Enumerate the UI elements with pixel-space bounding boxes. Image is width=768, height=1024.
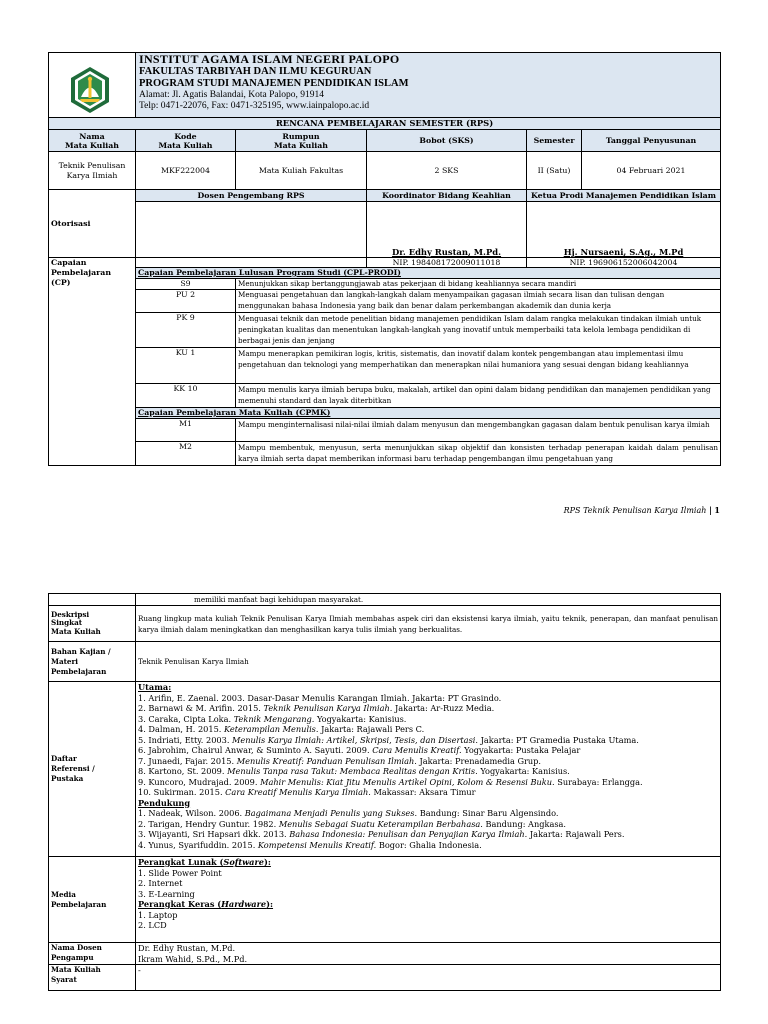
header-bobot: Bobot (SKS) bbox=[367, 130, 527, 152]
reference-item: 4. Dalman, H. 2015. Keterampilan Menulis. Jakarta: Rajawali Pers C. bbox=[138, 724, 425, 734]
deskripsi-label: Deskripsi Singkat Mata Kuliah bbox=[49, 606, 136, 642]
perangkat-lunak-title: Perangkat Lunak (Software): bbox=[138, 857, 271, 867]
rps-table-page1 bbox=[48, 52, 721, 466]
otorisasi-header-ketua: Ketua Prodi Manajemen Pendidikan Islam bbox=[527, 190, 721, 202]
continuation-text: memiliki manfaat bagi kehidupan masyarakat. bbox=[136, 594, 721, 606]
rps-page-2 bbox=[0, 585, 768, 1024]
dosen-pengampu-list bbox=[136, 943, 721, 965]
pustaka-list bbox=[136, 682, 721, 857]
media-label: Media Pembelajaran bbox=[49, 857, 136, 943]
otorisasi-ketua-signature bbox=[527, 202, 721, 258]
software-item: 2. Internet bbox=[138, 878, 183, 888]
page-footer bbox=[564, 505, 720, 515]
header-rumpun-mk: Rumpun Mata Kuliah bbox=[236, 130, 367, 152]
mk-syarat-label: Mata Kuliah Syarat bbox=[49, 965, 136, 991]
page-gap bbox=[0, 530, 768, 585]
cpmk-code: M1 bbox=[136, 419, 236, 442]
reference-item: 1. Arifin, E. Zaenal. 2003. Dasar-Dasar Menulis Karangan Ilmiah. Jakarta: PT Grasindo. bbox=[138, 692, 502, 703]
cpl-code: S9 bbox=[136, 279, 236, 290]
cpl-code: KU 1 bbox=[136, 348, 236, 384]
cpmk-code: M2 bbox=[136, 442, 236, 466]
dosen-name: Ikram Wahid, S.Pd., M.Pd. bbox=[138, 953, 248, 964]
course-kode: MKF222004 bbox=[136, 152, 236, 190]
footer-page-number: 1 bbox=[714, 505, 720, 515]
cpl-code: PK 9 bbox=[136, 313, 236, 348]
cpmk-text: Mampu membentuk, menyusun, serta menunjukkan sikap objektif dan konsisten terhadap penerapan kaidah dalam penulisan karya ilmiah serta dapat memberikan informasi baru terhadap pengembangan ilmu pengetahuan yang bbox=[236, 442, 721, 466]
reference-item: 3. Caraka, Cipta Loka. Teknik Mengarang. Yogyakarta: Kanisius. bbox=[138, 713, 407, 724]
mk-syarat-text: - bbox=[136, 965, 721, 991]
pustaka-utama-title: Utama: bbox=[138, 682, 172, 692]
software-item: 3. E-Learning bbox=[138, 888, 195, 899]
course-semester: II (Satu) bbox=[527, 152, 582, 190]
institution-address: Alamat: Jl. Agatis Balandai, Kota Palopo, 91914 bbox=[139, 90, 324, 100]
course-nama: Teknik Penulisan Karya Ilmiah bbox=[49, 152, 136, 190]
institution-name: INSTITUT AGAMA ISLAM NEGERI PALOPO bbox=[139, 52, 400, 66]
continuation-label-cell bbox=[49, 594, 136, 606]
reference-item: 1. Nadeak, Wilson. 2006. Bagaimana Menjadi Penulis yang Sukses. Bandung: Sinar Baru Algensindo. bbox=[138, 808, 559, 818]
otorisasi-koordinator-signature bbox=[367, 202, 527, 258]
logo-cell bbox=[49, 53, 136, 118]
otorisasi-dosen-nip bbox=[136, 258, 367, 268]
reference-item: 5. Indriati, Etty. 2003. Menulis Karya Ilmiah: Artikel, Skripsi, Tesis, dan Disertasi. Jakarta: PT Gramedia Pustaka Utama. bbox=[138, 734, 639, 745]
reference-item: 9. Kuncoro, Mudrajad. 2009. Mahir Menulis: Kiat Jitu Menulis Artikel Opini, Kolom & Resensi Buku. Surabaya: Erlangga. bbox=[138, 776, 643, 787]
hardware-item: 1. Laptop bbox=[138, 909, 178, 920]
koordinator-nip: NIP. 198408172009011018 bbox=[367, 258, 527, 268]
software-item: 1. Slide Power Point bbox=[138, 867, 222, 878]
dosen-pengampu-label: Nama Dosen Pengampu bbox=[49, 943, 136, 965]
media-list bbox=[136, 857, 721, 943]
otorisasi-header-dosen: Dosen Pengembang RPS bbox=[136, 190, 367, 202]
cpl-prodi-title: Capaian Pembelajaran Lulusan Program Studi (CPL-PRODI) bbox=[136, 268, 721, 279]
cpl-code: KK 10 bbox=[136, 384, 236, 408]
ketua-name: Hj. Nursaeni, S.Ag., M.Pd bbox=[563, 247, 684, 257]
header-nama-mk: Nama Mata Kuliah bbox=[49, 130, 136, 152]
ketua-nip: NIP. 196906152006042004 bbox=[527, 258, 721, 268]
reference-item: 8. Kartono, St. 2009. Menulis Tanpa rasa Takut: Membaca Realitas dengan Kritis. Yogyakarta: Kanisius. bbox=[138, 766, 570, 776]
pustaka-label: Daftar Referensi / Pustaka bbox=[49, 682, 136, 857]
rps-table-page2 bbox=[48, 593, 721, 991]
institution-header bbox=[136, 53, 721, 118]
otorisasi-header-koordinator: Koordinator Bidang Keahlian bbox=[367, 190, 527, 202]
pustaka-pendukung-list bbox=[138, 808, 718, 850]
cpl-text: Mampu menulis karya ilmiah berupa buku, makalah, artikel dan opini dalam bidang pendidikan dan manajemen pendidikan yang memenuhi standard dan layak diterbitkan bbox=[236, 384, 721, 408]
cpl-code: PU 2 bbox=[136, 290, 236, 313]
course-bobot: 2 SKS bbox=[367, 152, 527, 190]
header-kode-mk: Kode Mata Kuliah bbox=[136, 130, 236, 152]
reference-item: 3. Wijayanti, Sri Hapsari dkk. 2013. Bahasa Indonesia: Penulisan dan Penyajian Karya Ilmiah. Jakarta: Rajawali Pers. bbox=[138, 829, 625, 839]
otorisasi-label: Otorisasi bbox=[49, 190, 136, 258]
bahan-kajian-text: Teknik Penulisan Karya Ilmiah bbox=[136, 642, 721, 682]
cpmk-title: Capaian Pembelajaran Mata Kuliah (CPMK) bbox=[136, 408, 721, 419]
cpl-text: Menguasai pengetahuan dan langkah-langkah dalam menyampaikan gagasan ilmiah secara lisan dan tulisan dengan menggunakan bahasa Indonesia yang baik dan benar dalam perkembangan akademik dan dunia kerja bbox=[236, 290, 721, 313]
reference-item: 6. Jabrohim, Chairul Anwar, & Suminto A. Sayuti. 2009. Cara Menulis Kreatif. Yogyakarta: Pustaka Pelajar bbox=[138, 745, 581, 755]
reference-item: 2. Tarigan, Hendry Guntur. 1982. Menulis Sebagai Suatu Keterampilan Berbahasa. Bandung: Angkasa. bbox=[138, 818, 567, 829]
institution-contact: Telp: 0471-22076, Fax: 0471-325195, www.iainpalopo.ac.id bbox=[139, 101, 370, 111]
course-rumpun: Mata Kuliah Fakultas bbox=[236, 152, 367, 190]
cpmk-text: Mampu menginternalisasi nilai-nilai ilmiah dalam menyusun dan mengembangkan gagasan dalam bentuk penulisan karya ilmiah bbox=[236, 419, 721, 442]
cpl-text: Mampu menerapkan pemikiran logis, kritis, sistematis, dan inovatif dalam kontek pengembangan atau implementasi ilmu pengetahuan dan teknologi yang memperhatikan dan menerapkan nilai humaniora yang sesuai dengan bidang keahliannya bbox=[236, 348, 721, 384]
reference-item: 10. Sukirman. 2015. Cara Kreatif Menulis Karya Ilmiah. Makassar: Aksara Timur bbox=[138, 787, 476, 797]
faculty-name: FAKULTAS TARBIYAH DAN ILMU KEGURUAN bbox=[139, 66, 372, 77]
reference-item: 7. Junaedi, Fajar. 2015. Menulis Kreatif: Panduan Penulisan Ilmiah. Jakarta: Prenadamedia Grup. bbox=[138, 755, 542, 766]
perangkat-keras-title: Perangkat Keras (Hardware): bbox=[138, 899, 274, 909]
program-name: PROGRAM STUDI MANAJEMEN PENDIDIKAN ISLAM bbox=[139, 78, 409, 89]
document-title: RENCANA PEMBELAJARAN SEMESTER (RPS) bbox=[49, 118, 721, 130]
deskripsi-text: Ruang lingkup mata kuliah Teknik Penulisan Karya Ilmiah membahas aspek ciri dan eksistensi karya ilmiah, yaitu teknik, penerapan, dan manfaat penulisan karya ilmiah dalam meningkatkan dan menghasilkan karya tulis ilmiah yang berkualitas. bbox=[136, 606, 721, 642]
cp-label: Capaian Pembelajaran (CP) bbox=[49, 258, 136, 466]
hardware-item: 2. LCD bbox=[138, 920, 167, 930]
koordinator-name: Dr. Edhy Rustan, M.Pd. bbox=[391, 247, 502, 257]
header-tanggal: Tanggal Penyusunan bbox=[582, 130, 721, 152]
otorisasi-dosen-signature bbox=[136, 202, 367, 258]
bahan-kajian-label: Bahan Kajian / Materi Pembelajaran bbox=[49, 642, 136, 682]
pustaka-pendukung-title: Pendukung bbox=[138, 797, 191, 808]
reference-item: 2. Barnawi & M. Arifin. 2015. Teknik Penulisan Karya Ilmiah. Jakarta: Ar-Ruzz Media. bbox=[138, 703, 495, 713]
course-tanggal: 04 Februari 2021 bbox=[582, 152, 721, 190]
header-semester: Semester bbox=[527, 130, 582, 152]
footer-title: RPS Teknik Penulisan Karya Ilmiah bbox=[563, 506, 707, 515]
footer-separator: | bbox=[708, 505, 712, 515]
pustaka-utama-list bbox=[138, 693, 718, 798]
cpl-text: Menguasai teknik dan metode penelitian bidang manajemen pendidikan Islam dalam rangka melakukan tindakan ilmiah untuk peningkatan kualitas dan menentukan langkah-langkah yang inovatif untuk memperbaiki tata kelola lembaga pendidikan di berbagai jenis dan jenjang bbox=[236, 313, 721, 348]
reference-item: 4. Yunus, Syarifuddin. 2015. Kompetensi Menulis Kreatif. Bogor: Ghalia Indonesia. bbox=[138, 839, 482, 850]
dosen-name: Dr. Edhy Rustan, M.Pd. bbox=[138, 943, 236, 953]
cpl-text: Menunjukkan sikap bertanggungjawab atas pekerjaan di bidang keahliannya secara mandiri bbox=[236, 279, 721, 290]
